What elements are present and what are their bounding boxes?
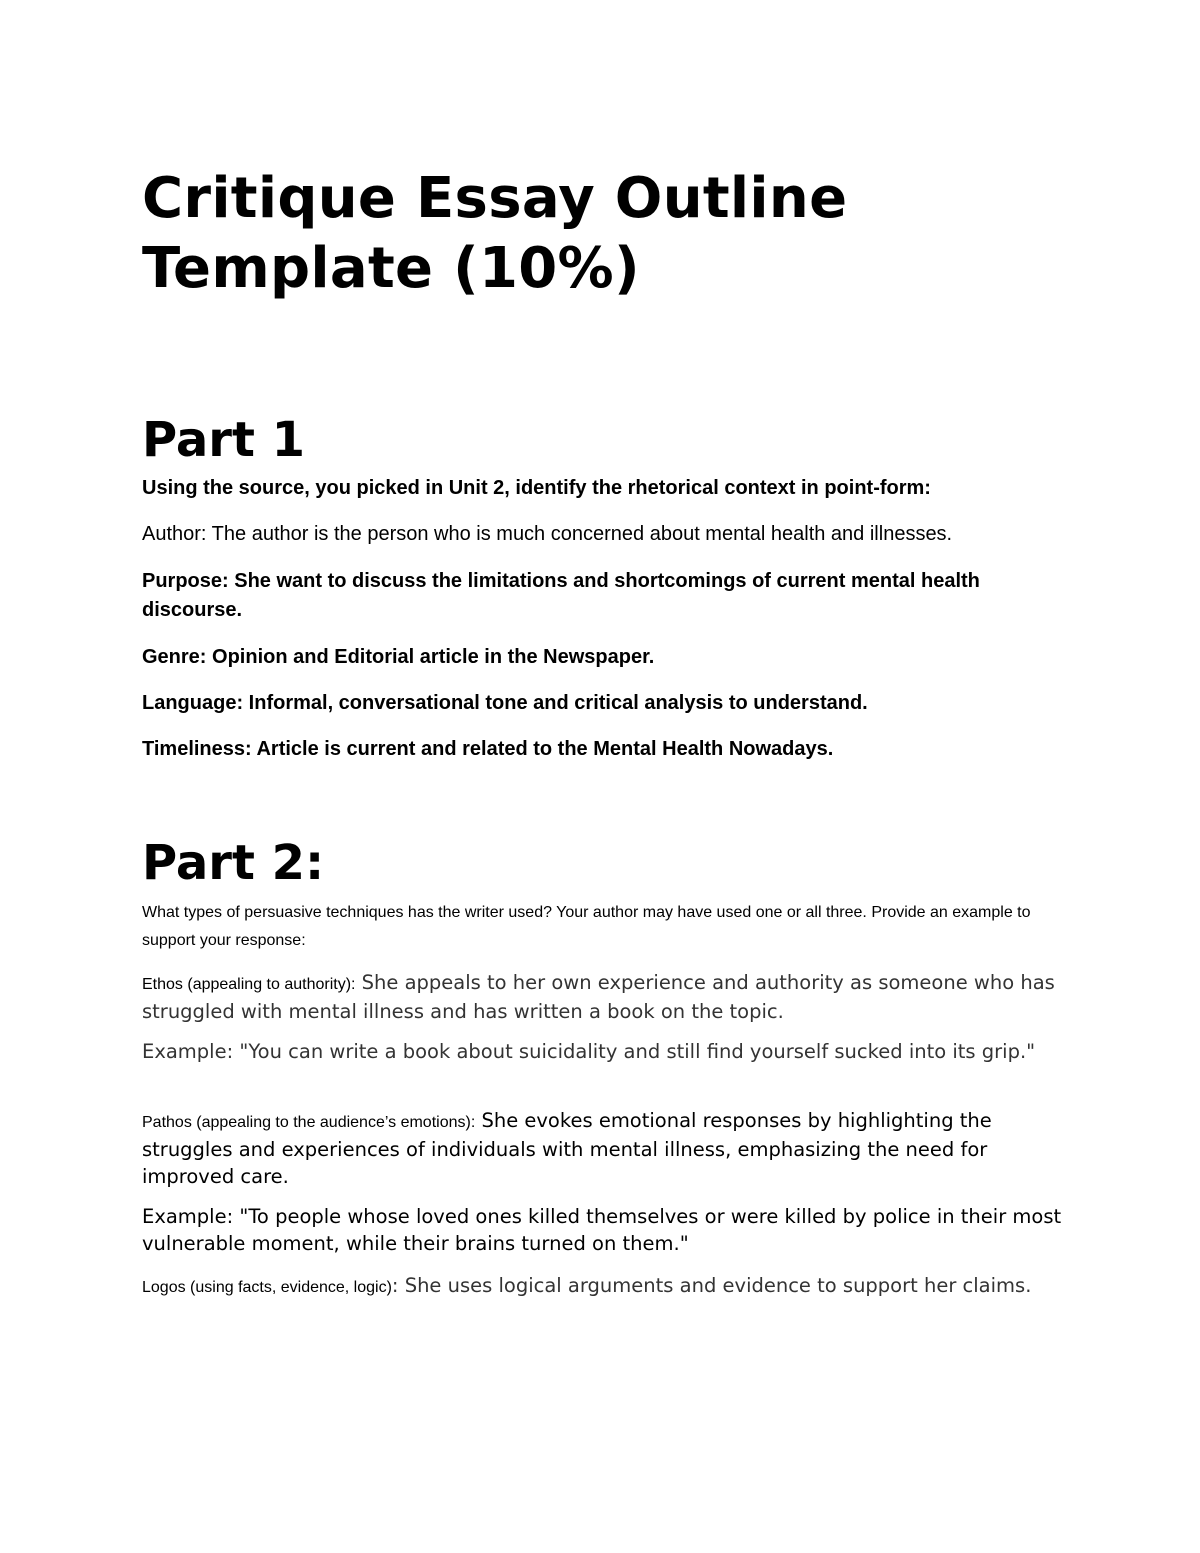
pathos-label: Pathos (appealing to the audience’s emotions):	[142, 1114, 476, 1131]
part1-heading: Part 1	[142, 412, 306, 468]
part2-heading: Part 2:	[142, 835, 325, 891]
part1-item-timeliness: Timeliness: Article is current and related to the Mental Health Nowadays.	[142, 738, 834, 760]
logos-label: Logos (using facts, evidence, logic)	[142, 1279, 392, 1296]
document-title: Critique Essay Outline Template (10%)	[142, 166, 848, 301]
pathos-text: She evokes emotional responses by highlighting the struggles and experiences of individuals with mental illness, emphasizing the need for improved care.	[142, 1109, 992, 1188]
logos-paragraph	[142, 1272, 1062, 1301]
part1-item-language: Language: Informal, conversational tone and critical analysis to understand.	[142, 692, 868, 714]
part1-item-purpose: Purpose: She want to discuss the limitations and shortcomings of current mental health discourse.	[142, 570, 980, 621]
ethos-example: Example: "You can write a book about suicidality and still find yourself sucked into its grip."	[142, 1040, 1036, 1063]
pathos-paragraph	[142, 1107, 1062, 1190]
document-page	[142, 0, 1062, 1553]
part2-intro: What types of persuasive techniques has the writer used? Your author may have used one or all three. Provide an example to support your response:	[142, 904, 1031, 949]
part1-item-genre: Genre: Opinion and Editorial article in the Newspaper.	[142, 646, 655, 668]
part1-intro: Using the source, you picked in Unit 2, identify the rhetorical context in point-form:	[142, 477, 931, 499]
logos-text: : She uses logical arguments and evidence to support her claims.	[391, 1274, 1032, 1297]
ethos-text: She appeals to her own experience and authority as someone who has struggled with mental illness and has written a book on the topic.	[142, 971, 1055, 1023]
pathos-example: Example: "To people whose loved ones killed themselves or were killed by police in their most vulnerable moment, while their brains turned on them."	[142, 1205, 1062, 1255]
ethos-paragraph	[142, 969, 1062, 1025]
ethos-label: Ethos (appealing to authority):	[142, 976, 356, 993]
part1-item-author: Author: The author is the person who is much concerned about mental health and illnesses.	[142, 523, 953, 545]
